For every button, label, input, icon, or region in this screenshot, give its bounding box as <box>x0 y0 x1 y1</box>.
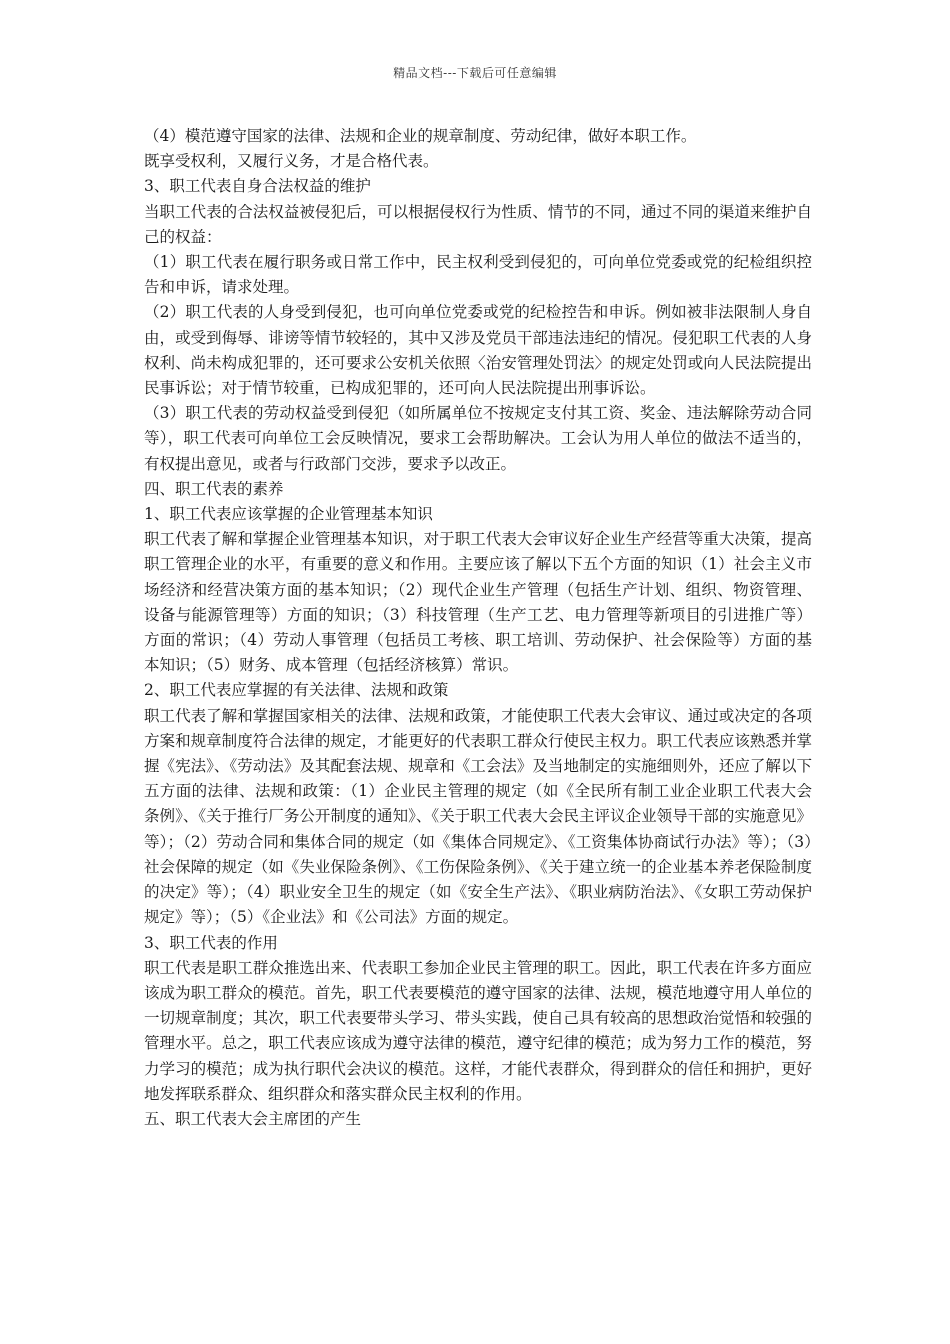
section-heading: 1、职工代表应该掌握的企业管理基本知识 <box>144 505 433 524</box>
paragraph: 职工代表了解和掌握企业管理基本知识，对于职工代表大会审议好企业生产经营等重大决策，提高职工管理企业的水平，有重要的意义和作用。主要应该了解以下五个方面的知识（1）社会主义市场经济和经营决策方面的基本知识；（2）现代企业生产管理（包括生产计划、组织、物资管理、设备与能源管理等）方面的知识；（3）科技管理（生产工艺、电力管理等新项目的引进推广等）方面的常识；（4）劳动人事管理（包括员工考核、职工培训、劳动保护、社会保险等）方面的基本知识；（5）财务、成本管理（包括经济核算）常识。 <box>144 530 812 675</box>
section-heading: 四、职工代表的素养 <box>144 479 284 498</box>
paragraph: （1）职工代表在履行职务或日常工作中，民主权利受到侵犯的，可向单位党委或党的纪检组织控告和申诉，请求处理。 <box>144 253 812 297</box>
paragraph: （4）模范遵守国家的法律、法规和企业的规章制度、劳动纪律，做好本职工作。 <box>144 127 697 145</box>
paragraph: 职工代表了解和掌握国家相关的法律、法规和政策，才能使职工代表大会审议、通过或决定的各项方案和规章制度符合法律的规定，才能更好的代表职工群众行使民主权力。职工代表应该熟悉并掌握《宪法》、《劳动法》及其配套法规、规章和《工会法》及当地制定的实施细则外，还应了解以下五方面的法律、法规和政策：（1）企业民主管理的规定（如《全民所有制工业企业职工代表大会条例》、《关于推行厂务公开制度的通知》、《关于职工代表大会民主评议企业领导干部的实施意见》等）；（2）劳动合同和集体合同的规定（如《集体合同规定》、《工资集体协商试行办法》等）；（3）社会保障的规定（如《失业保险条例》、《工伤保险条例》、《关于建立统一的企业基本养老保险制度的决定》等）；（4）职业安全卫生的规定（如《安全生产法》、《职业病防治法》、《女职工劳动保护规定》等）；（5）《企业法》和《公司法》方面的规定。 <box>144 706 812 927</box>
section-heading: 2、职工代表应掌握的有关法律、法规和政策 <box>144 681 449 700</box>
document-body <box>144 124 812 1132</box>
page-header: 精品文档---下载后可任意编辑 <box>393 66 557 80</box>
paragraph: （3）职工代表的劳动权益受到侵犯（如所属单位不按规定支付其工资、奖金、违法解除劳动合同等），职工代表可向单位工会反映情况，要求工会帮助解决。工会认为用人单位的做法不适当的，有权提出意见，或者与行政部门交涉，要求予以改正。 <box>144 404 812 473</box>
paragraph: 当职工代表的合法权益被侵犯后，可以根据侵权行为性质、情节的不同，通过不同的渠道来维护自己的权益： <box>144 202 812 246</box>
section-heading: 3、职工代表自身合法权益的维护 <box>144 177 371 196</box>
paragraph: 职工代表是职工群众推选出来、代表职工参加企业民主管理的职工。因此，职工代表在许多方面应该成为职工群众的模范。首先，职工代表要模范的遵守国家的法律、法规，模范地遵守用人单位的一切规章制度；其次，职工代表要带头学习、带头实践，使自己具有较高的思想政治觉悟和较强的管理水平。总之，职工代表应该成为遵守法律的模范，遵守纪律的模范；成为努力工作的模范，努力学习的模范；成为执行职代会决议的模范。这样，才能代表群众，得到群众的信任和拥护，更好地发挥联系群众、组织群众和落实群众民主权利的作用。 <box>144 958 812 1103</box>
section-heading: 五、职工代表大会主席团的产生 <box>144 1109 362 1128</box>
section-heading: 3、职工代表的作用 <box>144 933 278 952</box>
paragraph: （2）职工代表的人身受到侵犯，也可向单位党委或党的纪检控告和申诉。例如被非法限制人身自由，或受到侮辱、诽谤等情节较轻的，其中又涉及党员干部违法违纪的情况。侵犯职工代表的人身权利、尚未构成犯罪的，还可要求公安机关依照〈治安管理处罚法〉的规定处罚或向人民法院提出民事诉讼；对于情节较重，已构成犯罪的，还可向人民法院提出刑事诉讼。 <box>144 303 812 398</box>
paragraph: 既享受权利，又履行义务，才是合格代表。 <box>144 152 439 171</box>
